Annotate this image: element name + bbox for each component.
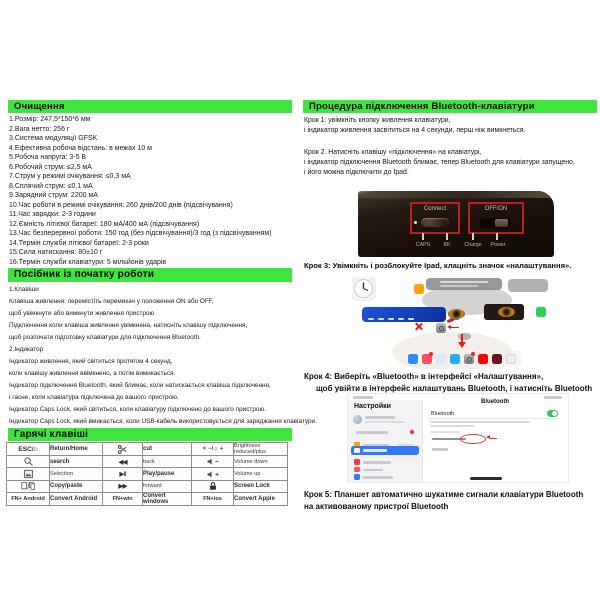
ipad-home-screenshot: [352, 277, 561, 369]
other-device-row-label: [432, 448, 448, 451]
step-line: і індикатор живлення засвітиться на 4 секунди, перш ніж вимкнеться.: [304, 127, 526, 134]
guide-line: 1.Клавіши: [9, 286, 39, 293]
status-time: [353, 396, 373, 399]
ipad-settings-screenshot: [348, 394, 568, 482]
step-4-text: [304, 371, 600, 394]
bk-led: [446, 233, 448, 240]
hotkey-function: Screen Lock: [234, 480, 288, 492]
screen-time-icon: [354, 482, 360, 483]
fn-win-key: FN+win: [103, 493, 143, 506]
settings-gear-icon: [436, 323, 446, 333]
notification-banner: [508, 279, 548, 292]
search-icon: [23, 456, 34, 467]
esc-home-key: [7, 443, 50, 456]
sidebar-row-label: [363, 461, 391, 464]
sidebar-row-label: [363, 476, 393, 479]
spec-item: 1.Розмір: 247,5*150*6 мм: [9, 116, 91, 123]
red-scribble-annotation: [447, 318, 455, 323]
red-arrow-annotation: [486, 437, 497, 440]
notification-text-line: [440, 285, 478, 287]
profile-name: [365, 416, 395, 419]
bluetooth-toggle-label: Bluetooth: [431, 410, 455, 417]
analog-clock-icon: [352, 277, 375, 300]
spec-item: 6.Робочий струм: ≤2,5 мА: [9, 163, 92, 171]
fast-forward-icon: ▶▶: [118, 483, 127, 491]
app-icon: [414, 284, 424, 294]
notification-banner: [426, 278, 502, 290]
hotkey-function: Volume down: [234, 456, 288, 468]
cat-eye: [498, 307, 515, 317]
guide-line: 2.Індикатор: [9, 346, 44, 353]
guide-line: і гасне, коли клавіатура підключена до вашого пристрою.: [9, 394, 179, 401]
spec-item: 15.Сила натискання: 80±10 г: [9, 249, 103, 256]
red-arrow-annotation: [447, 326, 459, 329]
fn-ios-key: FN+ios: [192, 493, 234, 506]
hotkeys-table: [6, 442, 288, 506]
office-app-icon: [506, 354, 516, 364]
getting-started-text: [9, 284, 317, 428]
hotkey-function: cut: [143, 443, 192, 456]
screen-lock-key: [192, 480, 234, 492]
settings-sidebar: [348, 400, 423, 482]
section-header-procedure: Процедура підключення Bluetooth-клавіатури: [303, 100, 597, 113]
notifications-icon: [354, 459, 360, 465]
hotkey-function: Play/pause: [143, 468, 192, 480]
step-2-text: [304, 148, 598, 178]
cut-key: [103, 443, 143, 456]
bk-led-label: BK: [443, 242, 451, 248]
step-line: Крок 5: Планшет автоматично шукатиме сигнали клавіатури Bluetooth: [304, 490, 584, 499]
step-line: і індикатор підключення Bluetooth блимає, тепер Bluetooth для клавіатури запущено,: [304, 159, 575, 166]
red-arrow-annotation: [458, 334, 467, 350]
messages-icon: [536, 307, 546, 317]
section-header-specs: Очищення: [8, 100, 292, 113]
copy-paste-icon: [21, 481, 35, 491]
notification-text-line: [440, 281, 488, 283]
plus-sign: +: [215, 470, 219, 478]
caps-led: [422, 233, 424, 240]
brightness-minus-plus-icon: ☀ −/☼ +: [201, 446, 224, 452]
settings-sidebar-title: Настройки: [354, 403, 391, 410]
telegram-icon: [450, 354, 460, 364]
step-line: на активованому пристрої Bluetooth: [304, 502, 449, 511]
padlock-icon: [208, 481, 218, 491]
speaker-icon: [206, 470, 215, 479]
home-indicator-bar: [470, 477, 502, 480]
bluetooth-row-label: [363, 449, 387, 452]
cat-eye: [448, 309, 465, 319]
settings-page-title: Bluetooth: [481, 399, 509, 405]
bluetooth-toggle-on: [547, 410, 558, 417]
guide-line: Підключення коли клавіша живлення увімкнена, натисніть клавішу підключення,: [9, 322, 248, 329]
music-widget: [362, 307, 446, 322]
spec-item: 4.Ефективна робоча відстань: в межах 10 м: [9, 144, 152, 152]
bluetooth-toggle-row: [428, 408, 560, 419]
hotkey-function: Selection: [50, 468, 103, 480]
spec-item: 5.Робоча напруга: 3-5 В: [9, 154, 87, 161]
hotkey-row: [7, 480, 288, 492]
step-1-text: [304, 116, 598, 136]
section-header-hotkeys: Гарячі клавіші: [8, 428, 292, 441]
hotkey-function: Return/Home: [50, 443, 103, 456]
sidebar-row-label: [363, 469, 383, 472]
apple-id-suggestion: [356, 431, 388, 434]
guide-line: коли клавішу живлення ввімкнено, а потім вимикається.: [9, 370, 176, 377]
step-line: Крок 2. Натисніть клавішу «підключення» на клавіатурі,: [304, 149, 482, 156]
search-key: [7, 456, 50, 468]
spec-item: 11.Час зарядки: 2-3 години: [9, 211, 96, 218]
hotkey-function: Convert Android: [50, 493, 103, 506]
spec-item: 14.Термін служби літієвої батареї: 2-3 роки: [9, 239, 149, 247]
power-switch: [480, 218, 511, 228]
step-line: Крок 4: Виберіть «Bluetooth» в інтерфейсі «Налаштування»,: [304, 372, 544, 381]
hotkey-function: back: [143, 456, 192, 468]
spec-item: 3.Система модуляції GFSK: [9, 135, 98, 142]
guide-line: Індикатор Caps Lock, який світиться, коли клавіатуру підключено до вашого пристрою.: [9, 406, 267, 413]
spec-item: 8.Сплячий струм: ≤0,1 мА: [9, 182, 93, 190]
avatar: [353, 415, 362, 424]
volume-down-key: [192, 456, 234, 468]
spec-item: 10.Час роботи в режимі очікування: 260 днів/200 днів (підсвічування): [9, 201, 233, 209]
red-oval-annotation: [460, 434, 486, 444]
step-line: і його можна підключити до Ipad.: [304, 169, 409, 176]
connect-annotation-box: [410, 202, 460, 234]
power-switch-knob: [495, 219, 508, 227]
spec-item: 12.Ємність літієвої батареї: 180 мА/400 мА (підсвічування): [9, 220, 200, 228]
hotkey-function: Brightness reduced/plus: [234, 443, 288, 456]
power-led: [496, 233, 498, 240]
caps-led-label: CAPS: [415, 242, 431, 248]
guide-line: Індикатор живлення, який світиться протягом 4 секунд,: [9, 358, 173, 365]
charge-led: [472, 233, 474, 240]
spec-list: [9, 115, 301, 267]
bluetooth-caption-line: [430, 425, 474, 427]
bluetooth-caption-line: [430, 421, 530, 423]
app-badge: [429, 352, 433, 356]
guide-line: щоб розпочати підготовку клавіатури для підключення Bluetooth.: [9, 334, 201, 341]
play-pause-key: [103, 468, 143, 480]
connect-label: Connect: [423, 206, 447, 212]
safari-icon: [408, 354, 418, 364]
connect-indicator-dot: [414, 221, 417, 224]
volume-up-key: [192, 468, 234, 480]
photos-icon: [436, 354, 446, 364]
hotkey-function: Convert windows: [143, 493, 192, 506]
speaker-icon: [206, 457, 215, 466]
forward-key: [103, 480, 143, 492]
selection-key: [7, 468, 50, 480]
picture-selection-icon: [23, 469, 34, 479]
play-pause-icon: ▶‖: [119, 471, 126, 479]
guide-line: Індикатор підключення Bluetooth, який блимає, коли натискається клавіша підключення,: [9, 382, 271, 389]
minus-sign: −: [215, 458, 219, 466]
step-line: щоб увійти в інтерфейс налаштувань Bluetooth, і натисніть Bluetooth: [316, 383, 593, 393]
step-5-text: [304, 489, 600, 513]
step-3-text: Крок 3: Увімкніть і розблокуйте Ipad, клацніть значок «налаштування».: [304, 261, 572, 270]
youtube-icon: [478, 354, 488, 364]
spec-item: 2.Вага нетто: 256 г: [9, 125, 70, 133]
gear-core: [439, 326, 444, 331]
hotkey-row: [7, 468, 288, 480]
guide-line: щоб увімкнути або вимкнути живлення пристрою: [9, 310, 155, 317]
hotkey-row: [7, 443, 288, 456]
bluetooth-icon: [354, 448, 360, 454]
hotkey-function: search: [50, 456, 103, 468]
profile-subtitle: [365, 421, 405, 423]
spec-item: 16.Термін служби клавіатури: 5 мільйонів ударів: [9, 258, 167, 266]
keyboard-edge-highlight: [358, 191, 554, 198]
guide-line: Індикатор Caps Lock, який вмикається, коли USB-кабель використовується для заряджання клавіатури.: [9, 418, 317, 425]
red-badge-dot: [410, 430, 414, 434]
power-led-label: Power: [490, 242, 506, 248]
off-on-label: OFF/ON: [484, 206, 508, 212]
back-key: [103, 456, 143, 468]
hotkey-function: Volume up: [234, 468, 288, 480]
video-app-icon: [492, 354, 502, 364]
spec-item: 7.Струм у режимі очікування: ≤0,3 мА: [9, 173, 131, 180]
esc-home-icon: ESC/⌂: [18, 445, 38, 453]
scissors-icon: [117, 444, 128, 455]
red-cross-annotation: [414, 322, 422, 330]
step-line: Крок 1: увімкніть кнопку живлення клавіатури,: [304, 117, 451, 124]
hotkey-row: [7, 456, 288, 468]
hotkey-row: [7, 493, 288, 506]
hotkey-function: Convert Apple: [234, 493, 288, 506]
fn-android-key: FN+ Android: [7, 493, 50, 506]
hotkey-function: forward: [143, 480, 192, 492]
app-badge: [471, 352, 475, 356]
rewind-icon: ◀◀: [118, 458, 127, 466]
charge-led-label: Charge: [464, 242, 482, 248]
spec-item: 13.Час безперервної роботи: 150 год (без підсвічування)/3 год (з підсвічуванням): [9, 230, 272, 237]
spec-item: 9.Зарядний струм: 2200 мА: [9, 192, 98, 199]
my-devices-section-label: [430, 431, 460, 433]
section-header-guide: Посібник із початку роботи: [8, 268, 292, 282]
clock-widget: [352, 277, 375, 300]
guide-line: Клавіша живлення: перемістіть перемикач у положення ON або OFF,: [9, 298, 214, 305]
brightness-keys: [192, 443, 234, 456]
power-annotation-box: [468, 202, 524, 234]
copy-paste-key: [7, 480, 50, 492]
focus-icon: [354, 474, 360, 480]
connect-button: [421, 218, 449, 227]
hotkey-function: Copy/paste: [50, 480, 103, 492]
sounds-icon: [354, 467, 360, 473]
keyboard-photo: [358, 191, 554, 257]
